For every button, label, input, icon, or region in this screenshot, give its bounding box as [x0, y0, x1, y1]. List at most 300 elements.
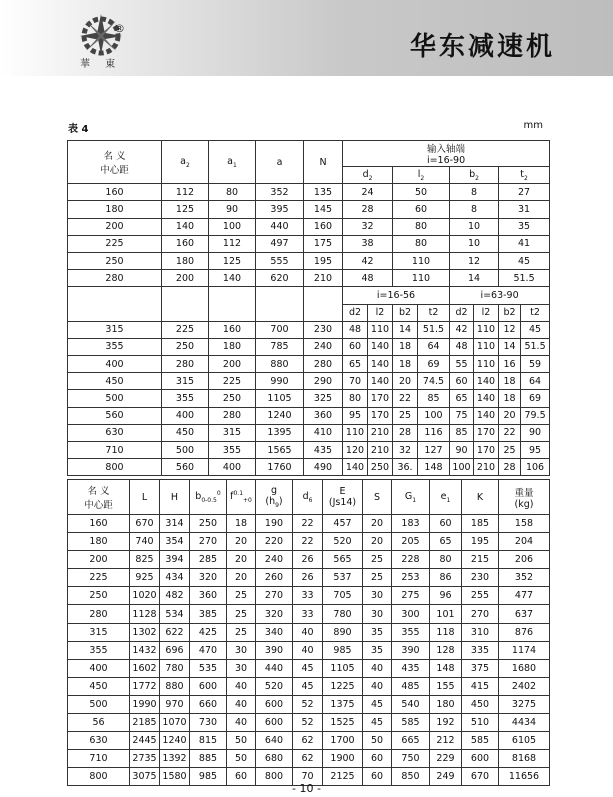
table-cell: 1602 [130, 659, 160, 677]
table-cell: 1105 [323, 659, 363, 677]
table-cell: 45 [293, 659, 323, 677]
table-cell: 128 [430, 641, 462, 659]
table-cell: 710 [68, 442, 162, 459]
table-cell: 120 [343, 442, 368, 459]
table-cell: 990 [256, 373, 304, 390]
table-cell: 520 [323, 533, 363, 551]
table-cell: 290 [304, 373, 343, 390]
table-cell: 96 [430, 587, 462, 605]
table-cell: 80 [343, 390, 368, 407]
header-cell: b2 [499, 304, 521, 321]
table-cell: 70 [343, 373, 368, 390]
table-cell: 20 [363, 515, 392, 533]
header-cell: $l_2$ [393, 167, 450, 184]
table-cell: 35 [499, 218, 550, 235]
table-cell: 435 [304, 442, 343, 459]
table-cell: 680 [256, 750, 293, 768]
table-cell: 8168 [499, 750, 550, 768]
table-cell: 14 [393, 321, 418, 338]
table-cell: 20 [393, 373, 418, 390]
table-cell: 204 [499, 533, 550, 551]
table-cell [162, 287, 209, 321]
table-cell: 700 [256, 321, 304, 338]
table-cell: 28 [343, 201, 393, 218]
table-cell: 48 [343, 321, 368, 338]
table-cell: 6105 [499, 732, 550, 750]
table-cell: 40 [363, 659, 392, 677]
header-cell: S [363, 480, 392, 515]
table-cell: 876 [499, 623, 550, 641]
table-cell: 40 [363, 677, 392, 695]
table-cell: 42 [450, 321, 474, 338]
table-cell: 180 [209, 338, 256, 355]
table-cell: 125 [162, 201, 209, 218]
table-cell: 62 [293, 732, 323, 750]
table-cell: 100 [209, 218, 256, 235]
table-cell: 26 [293, 569, 323, 587]
table-cell: 555 [256, 252, 304, 269]
table-cell: 116 [418, 424, 450, 441]
table-cell: 320 [256, 605, 293, 623]
table-cell: 750 [392, 750, 430, 768]
table-cell: 69 [418, 356, 450, 373]
header-cell: 输入轴端 i=16-90 [343, 141, 550, 167]
table-cell: 1772 [130, 677, 160, 695]
table-cell: 20 [363, 533, 392, 551]
table-cell: 112 [209, 235, 256, 252]
table-cell: 183 [392, 515, 430, 533]
table-cell: 534 [160, 605, 190, 623]
table-cell: 280 [68, 270, 162, 287]
table-label: 表 4 [68, 124, 89, 135]
table-cell: 28 [393, 424, 418, 441]
table-cell: 2125 [323, 768, 363, 786]
table-cell: 32 [393, 442, 418, 459]
table-cell: 457 [323, 515, 363, 533]
table-cell: 1760 [256, 459, 304, 476]
table-cell: 148 [430, 659, 462, 677]
table-cell: 450 [68, 373, 162, 390]
table-cell: 25 [363, 551, 392, 569]
table-cell: 90 [521, 424, 550, 441]
table-cell: 140 [343, 459, 368, 476]
table-cell: 670 [130, 515, 160, 533]
table-cell: 30 [363, 605, 392, 623]
table-cell: 890 [323, 623, 363, 641]
table-cell: 300 [392, 605, 430, 623]
table-row [68, 356, 550, 373]
table-cell: 60 [363, 768, 392, 786]
table-cell: 1225 [323, 677, 363, 695]
table-row [68, 641, 550, 659]
table-cell: 630 [68, 732, 130, 750]
table-row [68, 515, 550, 533]
table-cell: 280 [162, 356, 209, 373]
header-cell: $e_1$ [430, 480, 462, 515]
table-cell: 270 [462, 605, 499, 623]
table-cell: 2402 [499, 677, 550, 695]
table-cell: 1302 [130, 623, 160, 641]
table-cell: 1990 [130, 695, 160, 713]
header-cell: l2 [474, 304, 499, 321]
table-cell: 79.5 [521, 407, 550, 424]
table-cell: 45 [363, 695, 392, 713]
table-cell: 160 [209, 321, 256, 338]
header-cell: a [256, 141, 304, 184]
table-cell: 180 [68, 201, 162, 218]
table-cell: 33 [293, 587, 323, 605]
table-cell: 160 [68, 515, 130, 533]
table-cell: 400 [68, 356, 162, 373]
table-cell: 210 [474, 459, 499, 476]
logo-text: 華 東 [80, 59, 122, 70]
table-cell: 395 [256, 201, 304, 218]
table-cell: 850 [392, 768, 430, 786]
table-cell: 740 [130, 533, 160, 551]
table-row [68, 569, 550, 587]
table-cell: 220 [256, 533, 293, 551]
table-cell: 1105 [256, 390, 304, 407]
table-cell: 52 [293, 695, 323, 713]
table-cell: 410 [304, 424, 343, 441]
table-cell: 200 [68, 551, 130, 569]
table-cell: 280 [68, 605, 130, 623]
table-row [68, 321, 550, 338]
table-cell: 310 [462, 623, 499, 641]
table-cell: 390 [256, 641, 293, 659]
table-cell: 200 [162, 270, 209, 287]
table-cell: 90 [450, 442, 474, 459]
header-cell: $b_{0-0.5}^0$ [190, 480, 227, 515]
table-cell: 225 [68, 569, 130, 587]
table-cell: 59 [521, 356, 550, 373]
table-cell: 158 [499, 515, 550, 533]
table-cell: 825 [130, 551, 160, 569]
table-cell: 64 [418, 338, 450, 355]
table-cell: 140 [474, 407, 499, 424]
table-cell: 1174 [499, 641, 550, 659]
table-cell: 64 [521, 373, 550, 390]
table-cell: 415 [462, 677, 499, 695]
table-cell: 60 [343, 338, 368, 355]
table-cell: 560 [162, 459, 209, 476]
table-cell: 1580 [160, 768, 190, 786]
table-cell: 250 [368, 459, 393, 476]
table-cell [256, 287, 304, 321]
table-cell: 48 [343, 270, 393, 287]
table-cell: 352 [499, 569, 550, 587]
header-cell: $b_2$ [450, 167, 499, 184]
table-cell: 250 [68, 587, 130, 605]
table-cell: 190 [256, 515, 293, 533]
table-cell: 40 [227, 677, 256, 695]
table-cell: 48 [450, 338, 474, 355]
page-number: - 10 - [292, 782, 321, 795]
table-cell: 470 [190, 641, 227, 659]
table-cell: 355 [68, 338, 162, 355]
table-row [68, 407, 550, 424]
table-cell: 28 [499, 459, 521, 476]
table-cell: 1020 [130, 587, 160, 605]
table-cell: 100 [450, 459, 474, 476]
table-cell: 50 [363, 732, 392, 750]
table-cell: 60 [430, 515, 462, 533]
table-cell: 35 [363, 623, 392, 641]
header-cell: b2 [393, 304, 418, 321]
table-cell: 400 [162, 407, 209, 424]
table-cell: 140 [474, 373, 499, 390]
table-cell: 42 [343, 252, 393, 269]
table-cell: 8 [450, 184, 499, 201]
table-cell: 477 [499, 587, 550, 605]
table-cell [68, 287, 162, 321]
table-cell: 110 [368, 321, 393, 338]
table-cell: 155 [430, 677, 462, 695]
table-cell: 360 [190, 587, 227, 605]
table-cell: 18 [499, 373, 521, 390]
table-cell: 140 [368, 373, 393, 390]
table-cell: 620 [256, 270, 304, 287]
table-cell: 315 [162, 373, 209, 390]
table-cell: 240 [256, 551, 293, 569]
table-cell: 36. [393, 459, 418, 476]
table-cell: 69 [521, 390, 550, 407]
table-cell: 18 [499, 390, 521, 407]
table-cell: 110 [393, 270, 450, 287]
table-cell: 22 [293, 515, 323, 533]
table-cell: 270 [190, 533, 227, 551]
table-cell: 385 [190, 605, 227, 623]
table-cell: 497 [256, 235, 304, 252]
table-cell: 228 [392, 551, 430, 569]
table-cell: 118 [430, 623, 462, 641]
table-cell: 229 [430, 750, 462, 768]
dimensions-table-1 [67, 140, 550, 476]
table-cell: 2185 [130, 714, 160, 732]
table-cell: 537 [323, 569, 363, 587]
table-cell: 135 [304, 184, 343, 201]
table-cell: 985 [190, 768, 227, 786]
dimensions-table-2 [67, 479, 550, 786]
table-cell: 535 [190, 659, 227, 677]
table-cell: 250 [209, 390, 256, 407]
table-cell: 25 [499, 442, 521, 459]
table-cell: 195 [462, 533, 499, 551]
table-cell: 18 [393, 356, 418, 373]
table-cell: 1240 [160, 732, 190, 750]
table-cell: 140 [474, 390, 499, 407]
header-cell: $t_2$ [499, 167, 550, 184]
table-cell: 210 [368, 424, 393, 441]
table-cell: 4434 [499, 714, 550, 732]
table-row [68, 587, 550, 605]
table-cell: 225 [162, 321, 209, 338]
table-cell: 560 [68, 407, 162, 424]
table-cell: 1432 [130, 641, 160, 659]
table-cell: 20 [499, 407, 521, 424]
table-cell: 637 [499, 605, 550, 623]
table-cell: 65 [343, 356, 368, 373]
table-cell: 800 [68, 768, 130, 786]
table-cell: 510 [462, 714, 499, 732]
table-row [68, 750, 550, 768]
table-cell: 20 [227, 533, 256, 551]
table-cell: 400 [68, 659, 130, 677]
table-cell: 1700 [323, 732, 363, 750]
table-cell: 50 [227, 750, 256, 768]
table-cell: 1392 [160, 750, 190, 768]
table-cell: 45 [363, 714, 392, 732]
table-cell: 600 [256, 695, 293, 713]
table-cell: 65 [450, 390, 474, 407]
table-cell: 65 [430, 533, 462, 551]
table-cell: 41 [499, 235, 550, 252]
table-cell: 25 [227, 605, 256, 623]
table-cell: 710 [68, 750, 130, 768]
table-cell: 622 [160, 623, 190, 641]
table-cell: 110 [474, 356, 499, 373]
table-row [68, 184, 550, 201]
table-cell: 1565 [256, 442, 304, 459]
table-cell: 500 [68, 695, 130, 713]
table-row [68, 442, 550, 459]
table-cell: 970 [160, 695, 190, 713]
table-cell: 10 [450, 218, 499, 235]
table-cell: 60 [227, 768, 256, 786]
table-row [68, 533, 550, 551]
header-cell: t2 [418, 304, 450, 321]
table-cell: 434 [160, 569, 190, 587]
header-cell: i=63-90 [450, 287, 550, 304]
table-cell: 425 [190, 623, 227, 641]
table-cell: 51.5 [521, 338, 550, 355]
table-cell: 210 [304, 270, 343, 287]
header-cell: $f^{0.1}_{+0}$ [227, 480, 256, 515]
table-cell: 1375 [323, 695, 363, 713]
table-cell: 600 [190, 677, 227, 695]
table-cell: 450 [68, 677, 130, 695]
table-cell: 354 [160, 533, 190, 551]
table-row [68, 714, 550, 732]
header-cell: H [160, 480, 190, 515]
table-cell: 640 [256, 732, 293, 750]
table-cell: 450 [462, 695, 499, 713]
table-cell: 11656 [499, 768, 550, 786]
header-cell: $a_1$ [209, 141, 256, 184]
table-row [68, 551, 550, 569]
table-cell: 35 [363, 641, 392, 659]
table-cell: 100 [418, 407, 450, 424]
table-cell: 25 [393, 407, 418, 424]
table-cell: 27 [499, 184, 550, 201]
table-cell [209, 287, 256, 321]
table-cell: 33 [293, 605, 323, 623]
registered-mark: ® [114, 22, 125, 35]
table-row [68, 659, 550, 677]
table-cell: 3275 [499, 695, 550, 713]
table-cell: 249 [430, 768, 462, 786]
table-cell: 56 [68, 714, 130, 732]
table-cell: 885 [190, 750, 227, 768]
header-cell: d2 [450, 304, 474, 321]
table-cell: 14 [450, 270, 499, 287]
table-cell: 400 [209, 459, 256, 476]
table-cell: 60 [363, 750, 392, 768]
table-cell: 18 [227, 515, 256, 533]
table-cell: 140 [209, 270, 256, 287]
header-cell: L [130, 480, 160, 515]
table-cell: 30 [227, 641, 256, 659]
table-cell: 140 [162, 218, 209, 235]
table-cell: 40 [293, 623, 323, 641]
table-cell: 390 [392, 641, 430, 659]
table-cell: 80 [430, 551, 462, 569]
table-cell: 26 [293, 551, 323, 569]
table-cell: 225 [68, 235, 162, 252]
table-cell: 110 [474, 321, 499, 338]
brand-title: 华东减速机 [409, 32, 555, 62]
table-cell: 31 [499, 201, 550, 218]
table-cell: 160 [68, 184, 162, 201]
table-cell: 352 [256, 184, 304, 201]
table-cell: 500 [68, 390, 162, 407]
header-cell: 名 义 中心距 [68, 141, 162, 184]
table-cell: 230 [462, 569, 499, 587]
table-cell: 585 [462, 732, 499, 750]
header-cell: $d_6$ [293, 480, 323, 515]
table-cell: 230 [304, 321, 343, 338]
table-cell: 440 [256, 659, 293, 677]
table-cell: 250 [162, 338, 209, 355]
table-cell: 1395 [256, 424, 304, 441]
table-cell: 12 [450, 252, 499, 269]
table-cell: 314 [160, 515, 190, 533]
table-cell [304, 287, 343, 321]
table-cell: 24 [343, 184, 393, 201]
table-cell: 315 [68, 321, 162, 338]
table-cell: 2445 [130, 732, 160, 750]
table-row [68, 373, 550, 390]
table-row [68, 732, 550, 750]
table-cell: 225 [209, 373, 256, 390]
table-cell: 785 [256, 338, 304, 355]
table-cell: 10 [450, 235, 499, 252]
table-cell: 25 [227, 623, 256, 641]
table-cell: 180 [430, 695, 462, 713]
table-cell: 62 [293, 750, 323, 768]
header-cell: $d_2$ [343, 167, 393, 184]
table-cell: 101 [430, 605, 462, 623]
table-cell: 75 [450, 407, 474, 424]
table-cell: 660 [190, 695, 227, 713]
table-cell: 175 [304, 235, 343, 252]
table-cell: 180 [162, 252, 209, 269]
table-cell: 30 [227, 659, 256, 677]
header-cell: 重量 (kg) [499, 480, 550, 515]
table-row [68, 252, 550, 269]
header-cell: E (Js14) [323, 480, 363, 515]
table-cell: 192 [430, 714, 462, 732]
table-cell: 206 [499, 551, 550, 569]
table-cell: 210 [368, 442, 393, 459]
table-cell: 335 [462, 641, 499, 659]
table-cell: 18 [393, 338, 418, 355]
table-cell: 1128 [130, 605, 160, 623]
table-cell: 50 [227, 732, 256, 750]
table-cell: 140 [368, 338, 393, 355]
table-cell: 325 [304, 390, 343, 407]
header-cell: K [462, 480, 499, 515]
